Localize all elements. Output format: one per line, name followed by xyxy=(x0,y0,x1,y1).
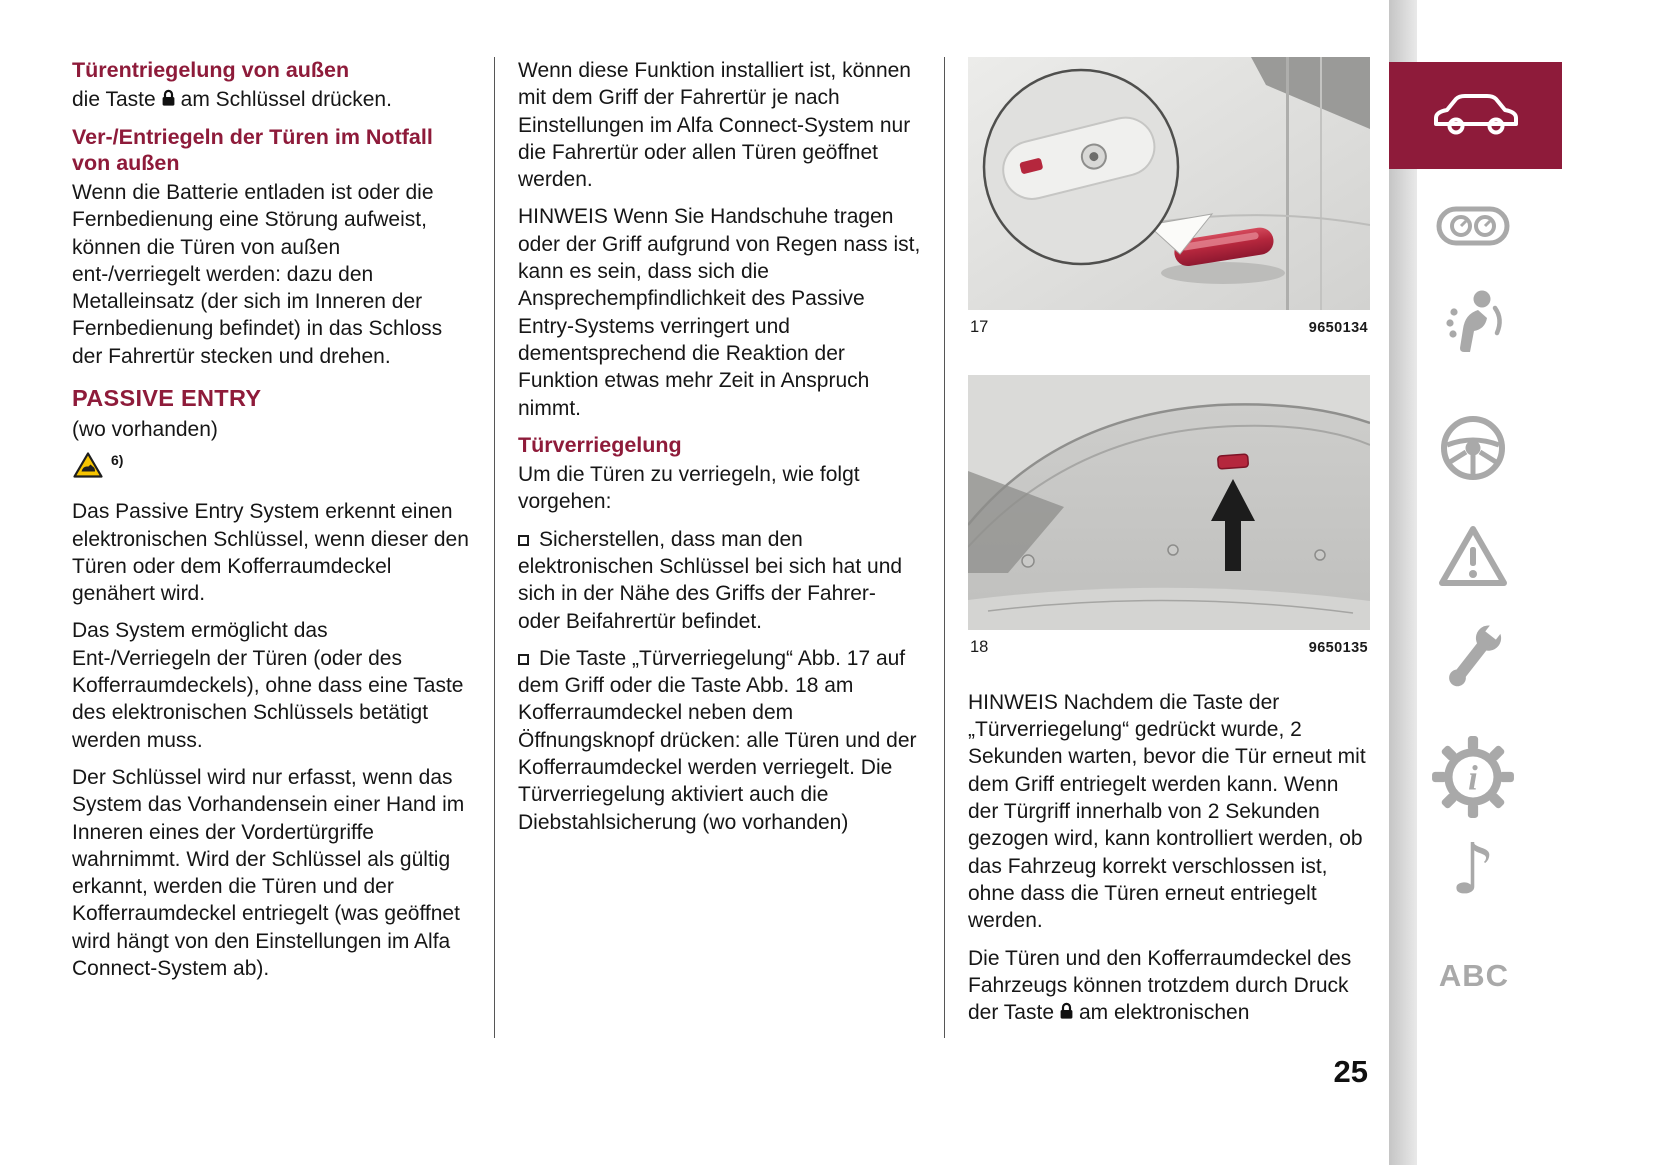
figure-code: 9650135 xyxy=(1308,640,1368,657)
gear-info-icon xyxy=(1428,734,1518,820)
paragraph-vorgehen: Um die Türen zu verriegeln, wie folgt vorgehen: xyxy=(518,463,860,514)
figure-number: 18 xyxy=(970,638,989,657)
column-divider-right xyxy=(944,57,945,1038)
paragraph-passive-entry-2: Das System ermöglicht das Ent-/Verriegeln der Türen (oder des Kofferraumdeckels), ohne dass eine Taste des elektronischen Schlüssels betätigt werden muss. xyxy=(72,619,464,752)
heading-tuerverriegelung: Türverriegelung xyxy=(518,432,682,457)
sidebar-tab-car-active xyxy=(1389,62,1562,169)
text-before-lock: die Taste xyxy=(72,88,156,112)
warning-note xyxy=(72,451,472,486)
column-left xyxy=(72,57,472,992)
bullet-text-2: Die Taste „Türverriegelung“ Abb. 17 auf dem Griff oder die Taste Abb. 18 am Kofferraumdeckel neben dem Öffnungsknopf drücken: alle Türen und der Kofferraumdeckel werden verriegelt. Die Türverriegelung aktiviert auch die Diebstahlsicherung (wo vorhanden) xyxy=(518,646,917,834)
trunk-button-illustration xyxy=(968,375,1370,630)
key-lock-icon xyxy=(161,87,176,114)
heading-notfall: Ver-/Entriegeln der Türen im Notfall von außen xyxy=(72,124,433,175)
column-right-text xyxy=(968,689,1370,1027)
door-handle-illustration xyxy=(968,57,1370,310)
heading-tuerentriegelung: Türentriegelung von außen xyxy=(72,58,350,82)
subheading-wo-vorhanden: (wo vorhanden) xyxy=(72,417,218,441)
steering-wheel-icon xyxy=(1428,414,1518,482)
text-after-lock: am elektronischen xyxy=(1079,1001,1250,1025)
bullet-text-1: Sicherstellen, dass man den elektronischen Schlüssel bei sich hat und sich in der Nähe des Griffs der Fahrer- oder Beifahrertür befindet. xyxy=(518,527,903,633)
page-number: 25 xyxy=(1333,1054,1368,1089)
column-divider-left xyxy=(494,57,495,1038)
note-reference: 6) xyxy=(111,451,124,468)
car-icon xyxy=(1430,88,1522,143)
checkbox-bullet-icon xyxy=(518,654,529,665)
paragraph-trotzdem-druck xyxy=(968,945,1370,1027)
wrench-service-icon xyxy=(1428,612,1518,704)
figure-trunk-button-photo xyxy=(968,375,1370,630)
column-right xyxy=(968,57,1370,1036)
paragraph-passive-entry-3: Der Schlüssel wird nur erfasst, wenn das System das Vorhandensein einer Hand im Inneren eines der Vordertürgriffe wahrnimmt. Wird der Schlüssel als gültig erkannt, werden die Türen und der Kofferraumdeckel entriegelt (was geöffnet wird hängt von den Einstellungen im Alfa Connect-System ab). xyxy=(72,765,465,981)
svg-text:i: i xyxy=(1468,758,1478,798)
paragraph-key-unlock xyxy=(72,86,472,113)
warning-triangle-icon xyxy=(1428,524,1518,590)
bullet-item-2 xyxy=(518,645,922,836)
figure-door-handle-photo xyxy=(968,57,1370,310)
figure-code: 9650134 xyxy=(1308,320,1368,336)
bullet-item-1 xyxy=(518,526,922,635)
music-note-icon: ♪ xyxy=(1450,828,1496,910)
sidebar-strip xyxy=(1389,0,1417,1165)
heading-passive-entry: PASSIVE ENTRY xyxy=(72,385,262,412)
key-lock-icon xyxy=(1059,1000,1074,1027)
paragraph-notfall: Wenn die Batterie entladen ist oder die Fernbedienung eine Störung aufweist, können die Türen von außen ent-/verriegelt werden: dazu den Metalleinsatz (der sich im Inneren der Fernbedienung befindet) in das Schloss der Fahrertür stecken und drehen. xyxy=(72,180,443,368)
instrument-cluster-icon xyxy=(1428,202,1518,250)
column-middle xyxy=(518,57,922,846)
paragraph-hinweis-handschuhe: HINWEIS Wenn Sie Handschuhe tragen oder der Griff aufgrund von Regen nass ist, kann es sein, dass sich die Ansprechempfindlichkeit des Passive Entry-Systems verringert und dementsprechend die Reaktion der Funktion etwas mehr Zeit in Anspruch nimmt. xyxy=(518,205,921,420)
airbag-safety-icon xyxy=(1428,288,1518,356)
paragraph-hinweis-2-sekunden: HINWEIS Nachdem die Taste der „Türverriegelung“ gedrückt wurde, 2 Sekunden warten, bevor die Tür erneut mit dem Griff entriegelt werden kann. Wenn der Türgriff innerhalb von 2 Sekunden gezogen wird, kann kontrolliert werden, ob das Fahrzeug korrekt verschlossen ist, ohne dass die Türen erneut entriegelt werden. xyxy=(968,690,1366,933)
text-after-lock: am Schlüssel drücken. xyxy=(180,88,392,112)
checkbox-bullet-icon xyxy=(518,535,529,546)
text-before-lock: Die Türen und den Kofferraumdeckel des Fahrzeugs können trotzdem durch Druck der Taste xyxy=(968,946,1352,1025)
warning-car-icon xyxy=(72,451,104,486)
abc-index-label: ABC xyxy=(1438,958,1510,993)
figure-caption-17 xyxy=(970,317,1368,338)
figure-caption-18 xyxy=(970,637,1368,658)
paragraph-function-installed: Wenn diese Funktion installiert ist, können mit dem Griff der Fahrertür je nach Einstellungen im Alfa Connect-System nur die Fahrertür oder allen Türen geöffnet werden. xyxy=(518,59,911,192)
figure-number: 17 xyxy=(970,318,989,336)
paragraph-passive-entry-1: Das Passive Entry System erkennt einen elektronischen Schlüssel, wenn dieser den Türen oder dem Kofferraumdeckel genähert wird. xyxy=(72,500,469,606)
